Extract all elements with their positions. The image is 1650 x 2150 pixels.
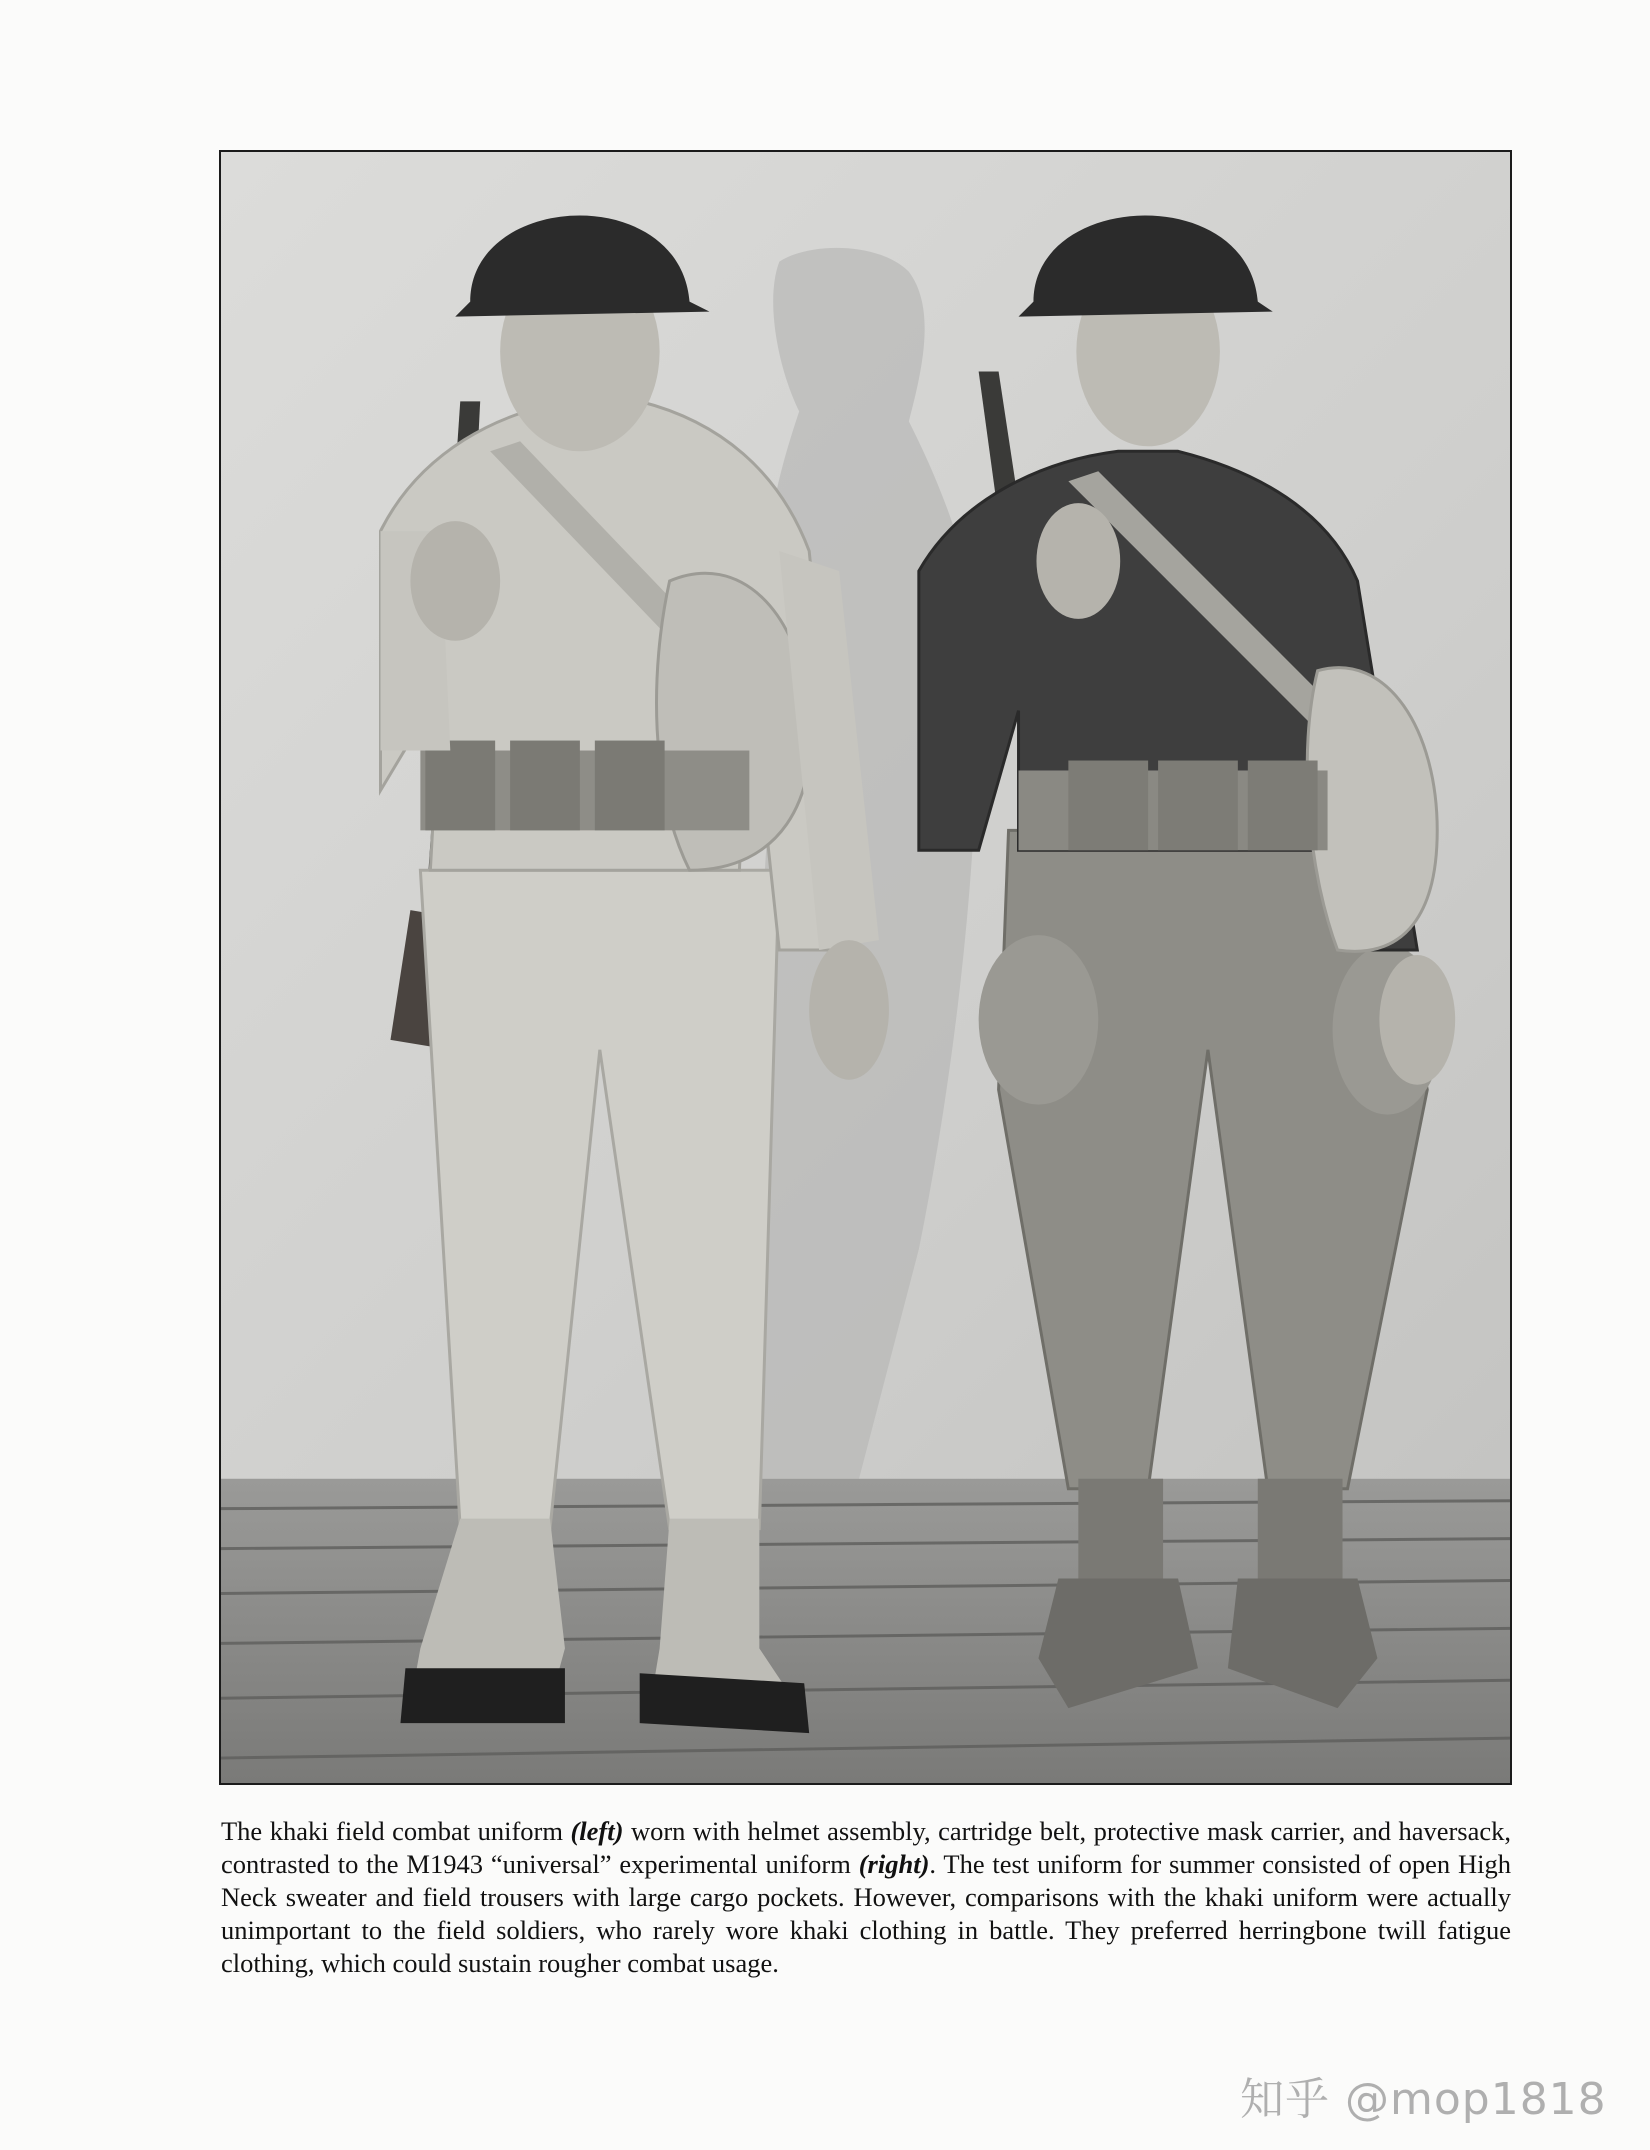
caption-text-part3: . The test uniform for summer consisted of open High Neck sweater and field trousers with large cargo pockets. However, comparisons with the khaki uniform were actually unimportant to the field soldiers, who rarely wore khaki clothing in battle. They preferred herringbone twill fatigue clothing, which could sustain rougher combat usage. [221, 1849, 1511, 1978]
zhihu-watermark: 知乎 @mop1818 [1240, 2074, 1607, 2125]
photo-illustration [221, 152, 1510, 1783]
caption-text-part1: The khaki field combat uniform [221, 1816, 571, 1846]
figure-caption [221, 1815, 1511, 1980]
caption-left-label: (left) [570, 1816, 624, 1846]
caption-right-label: (right) [858, 1849, 930, 1879]
historical-photograph [219, 150, 1512, 1785]
caption-text-part2: worn with helmet assembly, cartridge belt, protective mask carrier, and haversack, contrasted to the M1943 “universal” experimental uniform [221, 1816, 1511, 1879]
